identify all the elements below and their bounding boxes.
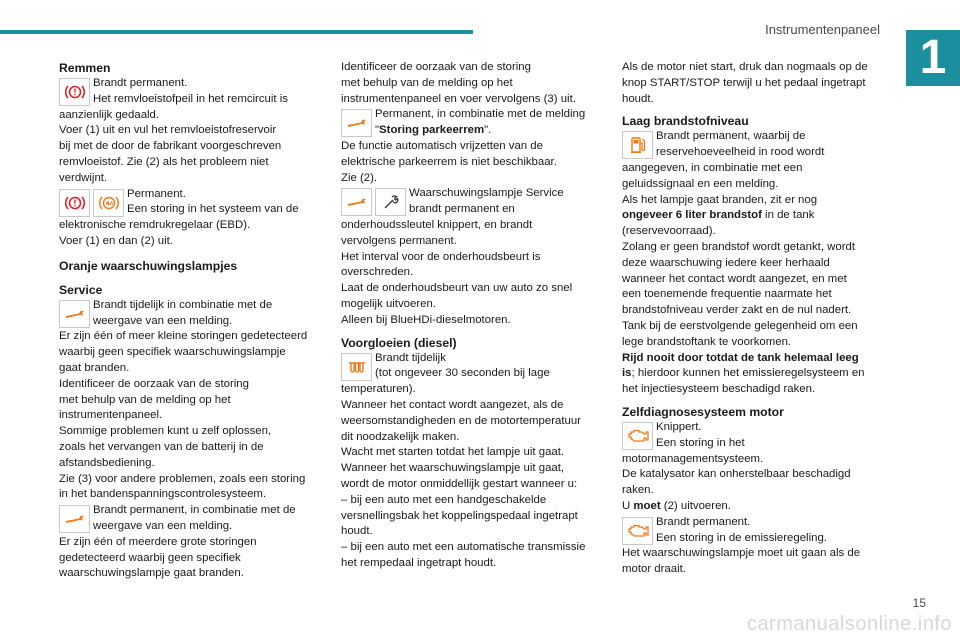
abs-icon bbox=[93, 189, 124, 217]
text-line: instrumentenpaneel. bbox=[59, 409, 163, 422]
text-line: (reservevoorraad). bbox=[622, 225, 716, 238]
text-line: Voer (1) en dan (2) uit. bbox=[59, 234, 173, 247]
chapter-number: 1 bbox=[906, 30, 960, 86]
text-line: Waarschuwingslampje Service bbox=[409, 187, 564, 200]
text-line: Brandt permanent. bbox=[656, 515, 751, 528]
glow-plug-icon bbox=[341, 353, 372, 381]
engine-icon bbox=[622, 422, 653, 450]
heading-voorgloeien: Voorgloeien (diesel) bbox=[341, 335, 457, 350]
text-line: wanneer het contact wordt aangezet, en met bbox=[622, 272, 847, 285]
text-line: Sommige problemen kunt u zelf oplossen, bbox=[59, 425, 272, 438]
text-line: deze waarschuwing iedere keer herhaald bbox=[622, 256, 830, 269]
remmen-entry-1 bbox=[59, 76, 327, 108]
text-line: Zie (2). bbox=[341, 171, 378, 184]
text-line: Als het lampje gaat branden, zit er nog bbox=[622, 193, 818, 206]
text-line: het rempedaal ingetrapt houdt. bbox=[341, 556, 497, 569]
text-line: Er zijn één of meerdere grote storingen bbox=[59, 535, 257, 548]
text-line: gaat branden. bbox=[59, 361, 130, 374]
text-line: aangegeven, in combinatie met een bbox=[622, 161, 803, 174]
heading-oranje: Oranje waarschuwingslampjes bbox=[59, 258, 238, 273]
text-line: reservehoeveelheid in rood wordt bbox=[656, 146, 825, 159]
page-number: 15 bbox=[912, 596, 926, 610]
text-line: waarschuwingslampje gaat branden. bbox=[59, 567, 244, 580]
text-line: Knippert. bbox=[656, 420, 702, 433]
wrench-icon bbox=[341, 109, 372, 137]
text-line: dit noodzakelijk maken. bbox=[341, 430, 460, 443]
section-title: Instrumentenpaneel bbox=[765, 22, 880, 37]
text-line: Brandt tijdelijk bbox=[375, 351, 446, 364]
voorgloeien-entry bbox=[341, 351, 609, 383]
heading-zelfdiagnose: Zelfdiagnosesysteem motor bbox=[622, 404, 784, 419]
text-line: Zie (3) voor andere problemen, zoals een storing bbox=[59, 472, 306, 485]
text-line: Brandt tijdelijk in combinatie met de bbox=[93, 298, 273, 311]
zelfdiagnose-entry-2 bbox=[622, 515, 890, 547]
text-line: De katalysator kan onherstelbaar beschadigd bbox=[622, 468, 851, 481]
text-line: met behulp van de melding op het bbox=[59, 393, 231, 406]
remmen-entry-2 bbox=[59, 187, 327, 219]
text-line: het injectiesysteem beschadigd raken. bbox=[622, 383, 816, 396]
text-line: houdt. bbox=[622, 92, 654, 105]
heading-service: Service bbox=[59, 282, 103, 297]
text-line: "Storing parkeerrem". bbox=[375, 124, 492, 137]
text-line: Het remvloeistofpeil in het remcircuit is bbox=[93, 92, 288, 105]
text-line: Brandt permanent, in combinatie met de bbox=[93, 504, 296, 517]
text-line: Er zijn één of meer kleine storingen gedetecteerd bbox=[59, 330, 308, 343]
text-line: motormanagementsysteem. bbox=[622, 452, 764, 465]
watermark: carmanualsonline.info bbox=[746, 613, 952, 635]
engine-icon bbox=[622, 517, 653, 545]
text-line: Rijd nooit door totdat de tank helemaal leeg bbox=[622, 351, 859, 364]
header-accent-bar bbox=[0, 30, 473, 34]
text-line: Identificeer de oorzaak van de storing bbox=[59, 377, 249, 390]
wrench-icon bbox=[59, 300, 90, 328]
text-line: ongeveer 6 liter brandstof in de tank bbox=[622, 209, 815, 222]
text-line: waarbij geen specifiek waarschuwingslampje bbox=[59, 346, 286, 359]
text-line: een toenemende frequentie naarmate het bbox=[622, 288, 832, 301]
text-line: afstandsbediening. bbox=[59, 456, 155, 469]
text-line: elektrische parkeerrem is niet beschikbaar. bbox=[341, 155, 557, 168]
text-line: Tank bij de eerstvolgende gelegenheid om een bbox=[622, 319, 858, 332]
text-line: temperaturen). bbox=[341, 383, 416, 396]
text-line: onderhoudssleutel knippert, en brandt bbox=[341, 218, 533, 231]
service-key-icon bbox=[375, 188, 406, 216]
text-line: remvloeistof. Zie (2) als het probleem niet bbox=[59, 155, 269, 168]
text-line: lege brandstoftank te voorkomen. bbox=[622, 335, 792, 348]
text-line: Permanent. bbox=[127, 187, 186, 200]
text-line: weergave van een melding. bbox=[93, 519, 233, 532]
text-line: mogelijk uitvoeren. bbox=[341, 297, 436, 310]
fuel-pump-icon bbox=[622, 131, 653, 159]
text-line: brandt permanent en bbox=[409, 203, 515, 216]
text-line: Een storing in het bbox=[656, 436, 745, 449]
text-line: motor draait. bbox=[622, 563, 686, 576]
column-2 bbox=[341, 60, 609, 572]
text-line: Een storing in het systeem van de bbox=[127, 203, 299, 216]
text-line: houdt. bbox=[341, 525, 373, 538]
text-line: gedetecteerd waarbij geen specifiek bbox=[59, 551, 241, 564]
text-line: geluidssignaal en een melding. bbox=[622, 177, 779, 190]
text-line: bij met de door de fabrikant voorgeschreven bbox=[59, 140, 282, 153]
heading-brandstof: Laag brandstofniveau bbox=[622, 114, 749, 129]
text-line: wordt de motor onmiddellijk gestart wanneer u: bbox=[341, 477, 578, 490]
text-line: weergave van een melding. bbox=[93, 314, 233, 327]
brake-warning-icon bbox=[59, 189, 90, 217]
parkeerrem-entry bbox=[341, 107, 609, 139]
text-line: Alleen bij BlueHDi-dieselmotoren. bbox=[341, 313, 511, 326]
column-1 bbox=[59, 60, 327, 582]
text-line: raken. bbox=[622, 484, 654, 497]
text-line: Het waarschuwingslampje moet uit gaan als de bbox=[622, 547, 861, 560]
text-line: Wanneer het waarschuwingslampje uit gaat, bbox=[341, 462, 565, 475]
text-line: instrumentenpaneel en voer vervolgens (3) uit. bbox=[341, 92, 576, 105]
text-line: verdwijnt. bbox=[59, 171, 108, 184]
service-entry-1 bbox=[59, 298, 327, 330]
text-line: Brandt permanent. bbox=[93, 77, 188, 89]
text-line: versnellingsbak het koppelingspedaal ingetrapt bbox=[341, 509, 578, 522]
wrench-icon bbox=[341, 188, 372, 216]
brandstof-entry bbox=[622, 129, 890, 161]
text-line: overschreden. bbox=[341, 266, 414, 279]
text-line: is; hierdoor kunnen het emissieregelsysteem en bbox=[622, 367, 865, 380]
text-line: knop START/STOP terwijl u het pedaal ingetrapt bbox=[622, 76, 866, 89]
text-line: in het bandenspanningscontrolesysteem. bbox=[59, 488, 267, 501]
text-line: Een storing in de emissieregeling. bbox=[656, 531, 827, 544]
column-3 bbox=[622, 60, 890, 578]
text-line: zoals het vervangen van de batterij in de bbox=[59, 440, 264, 453]
zelfdiagnose-entry-1 bbox=[622, 420, 890, 452]
brake-warning-icon bbox=[59, 78, 90, 106]
heading-remmen: Remmen bbox=[59, 61, 111, 75]
text-line: Zolang er geen brandstof wordt getankt, wordt bbox=[622, 240, 856, 253]
service-entry-2 bbox=[59, 503, 327, 535]
text-line: weersomstandigheden en de motortemperatuur bbox=[341, 414, 581, 427]
wrench-icon bbox=[59, 505, 90, 533]
text-line: brandstofniveau verder zakt en de nul nadert. bbox=[622, 304, 852, 317]
text-line: Als de motor niet start, druk dan nogmaals op de bbox=[622, 61, 868, 73]
text-line: Voer (1) uit en vul het remvloeistofreservoir bbox=[59, 124, 277, 137]
text-line: Wanneer het contact wordt aangezet, als de bbox=[341, 398, 564, 411]
text-line: aanzienlijk gedaald. bbox=[59, 108, 160, 121]
text-line: U moet (2) uitvoeren. bbox=[622, 499, 731, 512]
text-line: Permanent, in combinatie met de melding bbox=[375, 108, 586, 121]
onderhoud-entry bbox=[341, 186, 609, 218]
text-line: met behulp van de melding op het bbox=[341, 76, 513, 89]
text-line: Wacht met starten totdat het lampje uit gaat. bbox=[341, 446, 565, 459]
text-line: elektronische remdrukregelaar (EBD). bbox=[59, 219, 251, 232]
text-line: Het interval voor de onderhoudsbeurt is bbox=[341, 250, 541, 263]
text-line: – bij een auto met een handgeschakelde bbox=[341, 493, 547, 506]
text-line: (tot ongeveer 30 seconden bij lage bbox=[375, 367, 550, 380]
text-line: Brandt permanent, waarbij de bbox=[656, 130, 806, 143]
text-line: De functie automatisch vrijzetten van de bbox=[341, 139, 543, 152]
text-line: – bij een auto met een automatische transmissie bbox=[341, 541, 586, 554]
text-line: Laat de onderhoudsbeurt van uw auto zo snel bbox=[341, 282, 573, 295]
text-line: vervolgens permanent. bbox=[341, 234, 457, 247]
text-line: Identificeer de oorzaak van de storing bbox=[341, 61, 531, 73]
